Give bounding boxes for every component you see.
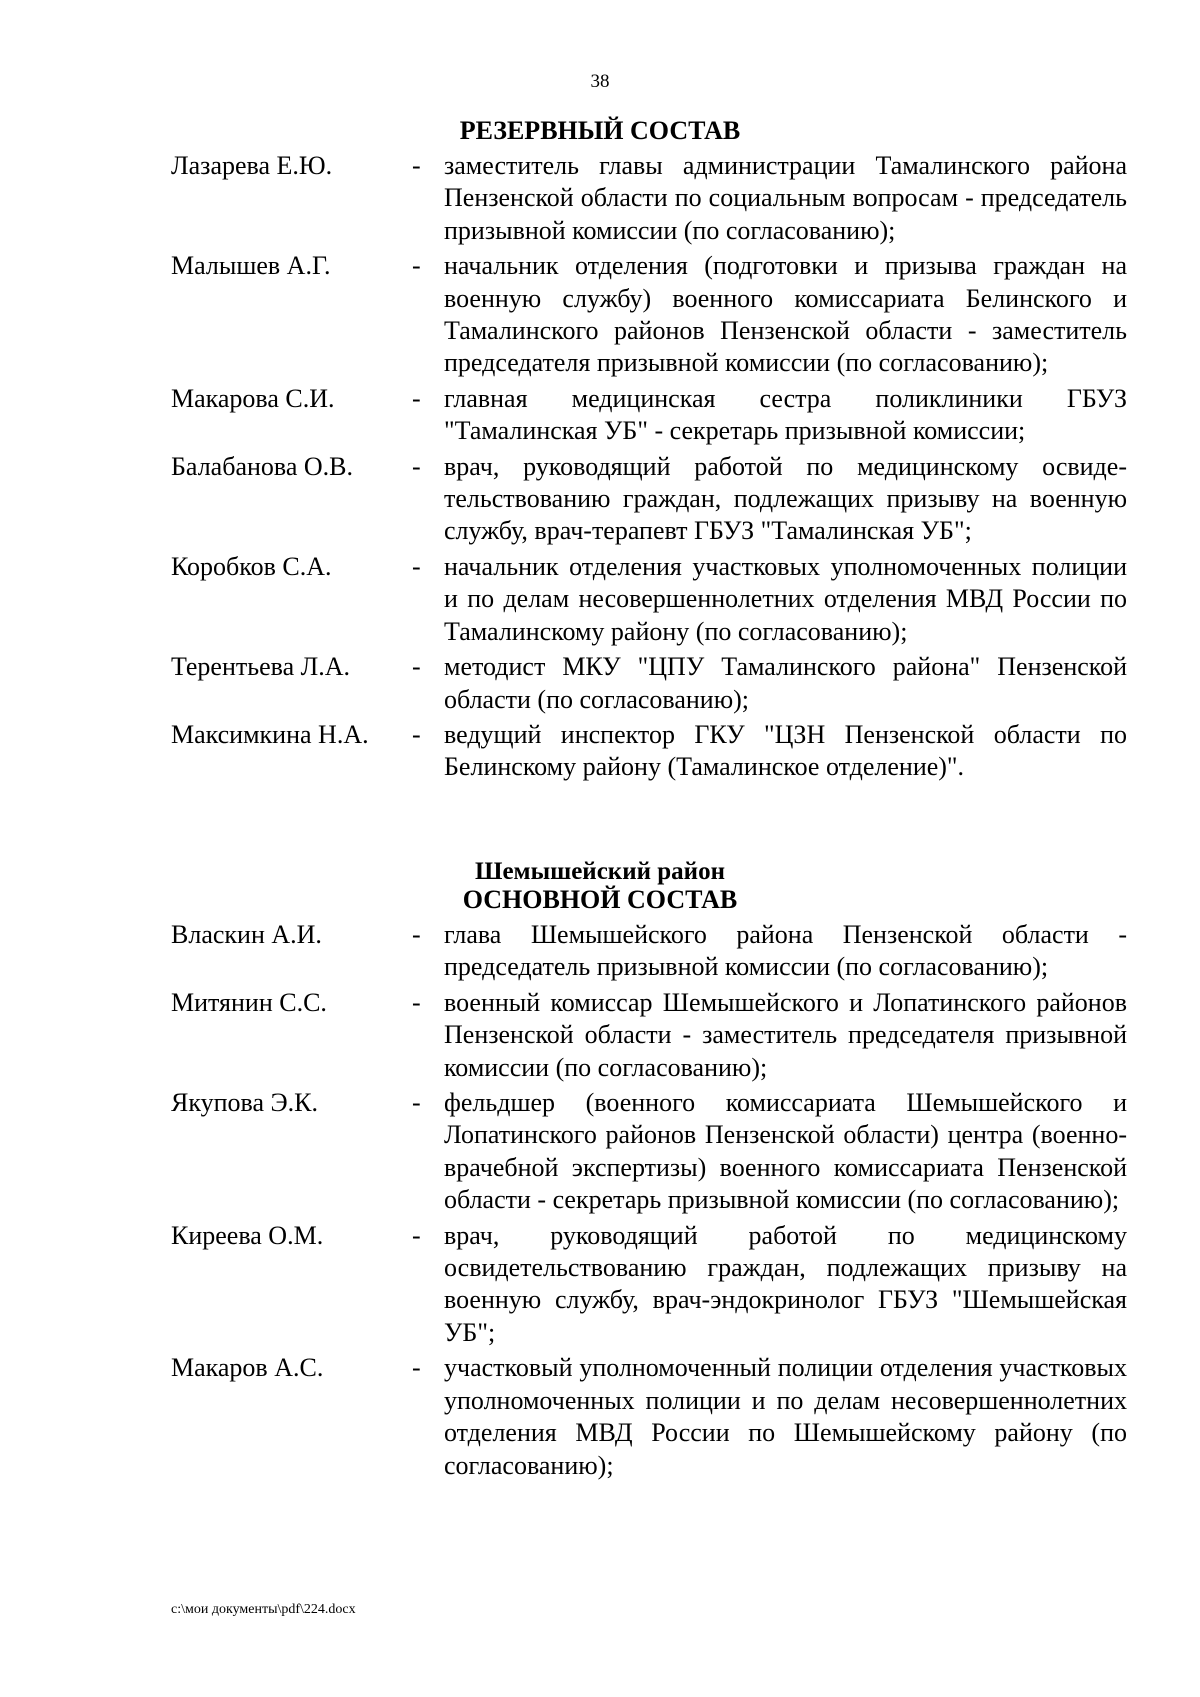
member-entry xyxy=(0,1220,1200,1350)
member-name: Якупова Э.К. xyxy=(171,1088,318,1118)
member-entry xyxy=(0,651,1200,716)
member-dash: - xyxy=(412,251,421,281)
member-name: Коробков С.А. xyxy=(171,551,332,581)
member-dash: - xyxy=(412,987,421,1017)
member-entry xyxy=(0,250,1200,380)
member-entry xyxy=(0,919,1200,984)
member-position: врач, руководящий работой по медицинскому освиде-тельствованию граждан, подлежащих призыву на военную службу, врач-терапевт ГБУЗ "Тамалинская УБ"; xyxy=(444,451,1127,546)
member-position: ведущий инспектор ГКУ "ЦЗН Пензенской области по Белинскому району (Тамалинское отделение)". xyxy=(444,719,1127,782)
page-number: 38 xyxy=(590,71,610,92)
member-entry xyxy=(0,383,1200,448)
member-name: Балабанова О.В. xyxy=(171,451,353,481)
member-dash: - xyxy=(412,1353,421,1383)
district-title: Шемышейский район xyxy=(475,858,725,885)
member-name: Киреева О.М. xyxy=(171,1220,324,1250)
member-position: врач, руководящий работой по медицинскому освидетельствованию граждан, подлежащих призыву на военную службу, врач-эндокринолог ГБУЗ "Шемышейская УБ"; xyxy=(444,1220,1127,1347)
member-position: фельдшер (военного комиссариата Шемышейского и Лопатинского районов Пензенской области) центра (военно-врачебной экспертизы) военного комиссариата Пензенской области - секретарь призывной комиссии (по согласованию); xyxy=(444,1088,1127,1215)
member-dash: - xyxy=(412,719,421,749)
member-entry xyxy=(0,150,1200,247)
main-composition-heading: ОСНОВНОЙ СОСТАВ xyxy=(462,885,738,914)
member-dash: - xyxy=(412,1088,421,1118)
file-path-footer: c:\мои документы\pdf\224.docx xyxy=(171,1602,356,1617)
member-dash: - xyxy=(412,920,421,949)
reserve-heading: РЕЗЕРВНЫЙ СОСТАВ xyxy=(459,116,741,145)
member-name: Максимкина Н.А. xyxy=(171,719,369,749)
member-position: участковый уполномоченный полиции отделения участковых уполномоченных полиции и по делам несовершеннолетних отделения МВД России по Шемышейскому району (по согласованию); xyxy=(444,1353,1127,1480)
member-position: заместитель главы администрации Тамалинского района Пензенской области по социальным вопросам - председатель призывной комиссии (по согласованию); xyxy=(444,151,1127,245)
member-name: Власкин А.И. xyxy=(171,920,322,949)
member-entry xyxy=(0,451,1200,548)
member-position: глава Шемышейского района Пензенской области - председатель призывной комиссии (по согласованию); xyxy=(444,920,1127,982)
member-dash: - xyxy=(412,451,421,481)
reserve-section xyxy=(0,117,1200,784)
member-name: Макарова С.И. xyxy=(171,383,335,413)
member-dash: - xyxy=(412,1220,421,1250)
member-position: начальник отделения участковых уполномоченных полиции и по делам несовершеннолетних отделения МВД России по Тамалинскому району (по согласованию); xyxy=(444,551,1127,646)
member-position: начальник отделения (подготовки и призыва граждан на военную службу) военного комиссариата Белинского и Тамалинского районов Пензенской области - заместитель председателя призывной комиссии (по согласованию); xyxy=(444,251,1127,378)
member-entry xyxy=(0,1087,1200,1217)
member-position: военный комиссар Шемышейского и Лопатинского районов Пензенской области - заместитель председателя призывной комиссии (по согласованию); xyxy=(444,987,1127,1082)
member-name: Митянин С.С. xyxy=(171,987,327,1017)
member-dash: - xyxy=(412,551,421,581)
member-position: методист МКУ "ЦПУ Тамалинского района" Пензенской области (по согласованию); xyxy=(444,652,1127,714)
member-dash: - xyxy=(412,151,421,180)
member-entry xyxy=(0,719,1200,784)
member-entry xyxy=(0,551,1200,648)
member-name: Лазарева Е.Ю. xyxy=(171,151,333,180)
member-name: Малышев А.Г. xyxy=(171,251,331,281)
member-entry xyxy=(0,987,1200,1084)
member-entry xyxy=(0,1352,1200,1482)
member-name: Макаров А.С. xyxy=(171,1353,324,1383)
member-dash: - xyxy=(412,652,421,682)
member-position: главная медицинская сестра поликлиники ГБУЗ "Тамалинская УБ" - секретарь призывной комиссии; xyxy=(444,383,1127,446)
district-section xyxy=(0,858,1200,1482)
member-dash: - xyxy=(412,383,421,413)
member-name: Терентьева Л.А. xyxy=(171,652,351,682)
